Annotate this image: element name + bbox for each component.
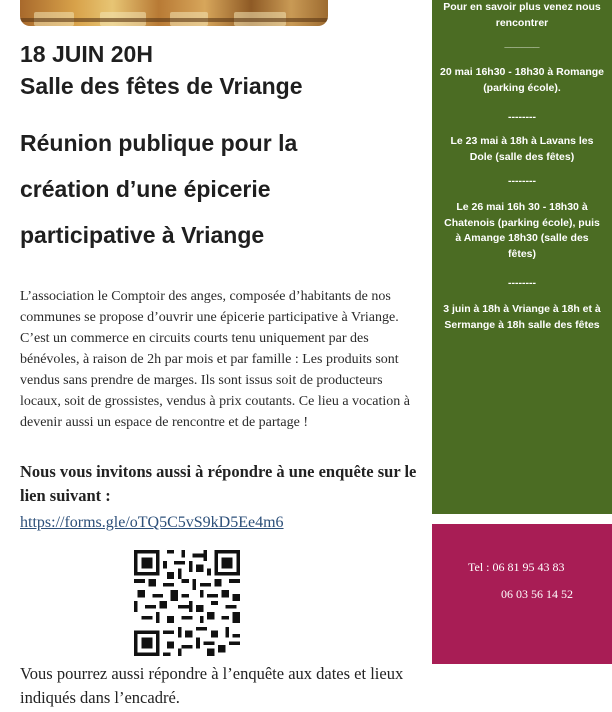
- title-line-3: participative à Vriange: [20, 222, 265, 248]
- meeting-separator: --------: [508, 175, 536, 187]
- meeting-item-lavans: Le 23 mai à 18h à Lavans les Dole (salle des fêtes): [450, 135, 594, 163]
- qr-code-icon: [134, 550, 240, 656]
- meeting-item-vriange: 3 juin à 18h à Vriange à 18h et à Sermange à 18h salle des fêtes: [443, 303, 601, 331]
- intro-paragraph: L’association le Comptoir des anges, composée d’habitants de nos communes se propose d’ouvrir une épicerie participative à Vriange. C’est un commerce en circuits courts tenu uniquement par des bénévoles, à raison de 2h par mois et par famille : Les produits sont vendus sans prendre de marges. Ils sont issus soit de producteurs locaux, soit de grossistes, vendus à prix coutants. Ce lieu a vocation à devenir aussi un espace de rencontre et de partage !: [20, 289, 410, 430]
- outro-paragraph: Vous pourrez aussi répondre à l’enquête aux dates et lieux indiqués dans l’encadré.: [20, 664, 404, 707]
- event-place: Salle des fêtes de Vriange: [20, 73, 303, 99]
- title-line-1: Réunion publique pour la: [20, 130, 298, 156]
- contact-box: [432, 524, 612, 664]
- survey-invitation: Nous vous invitons aussi à répondre à une enquête sur le lien suivant :: [20, 462, 417, 505]
- phone-number-1: Tel : 06 81 95 43 83: [468, 560, 565, 574]
- meeting-dates-box: [432, 0, 612, 514]
- meeting-heading: Pour en savoir plus venez nous rencontrer: [443, 1, 601, 29]
- event-date: 18 JUIN 20H: [20, 41, 153, 67]
- title-line-2: création d’une épicerie: [20, 176, 271, 202]
- grocery-shelves-photo: [20, 0, 328, 26]
- meeting-item-chatenois: Le 26 mai 16h 30 - 18h30 à Chatenois (parking école), puis à Amange 18h30 (salle des fêtes): [444, 201, 600, 260]
- reunion-title: [20, 120, 420, 258]
- meeting-separator: --------: [508, 111, 536, 123]
- phone-number-2: 06 03 56 14 52: [501, 587, 573, 601]
- meeting-separator: --------: [508, 277, 536, 289]
- meeting-separator: ______: [504, 37, 540, 49]
- meeting-item-romange: 20 mai 16h30 - 18h30 à Romange (parking école).: [440, 66, 604, 94]
- survey-link[interactable]: https://forms.gle/oTQ5C5vS9kD5Ee4m6: [20, 514, 284, 531]
